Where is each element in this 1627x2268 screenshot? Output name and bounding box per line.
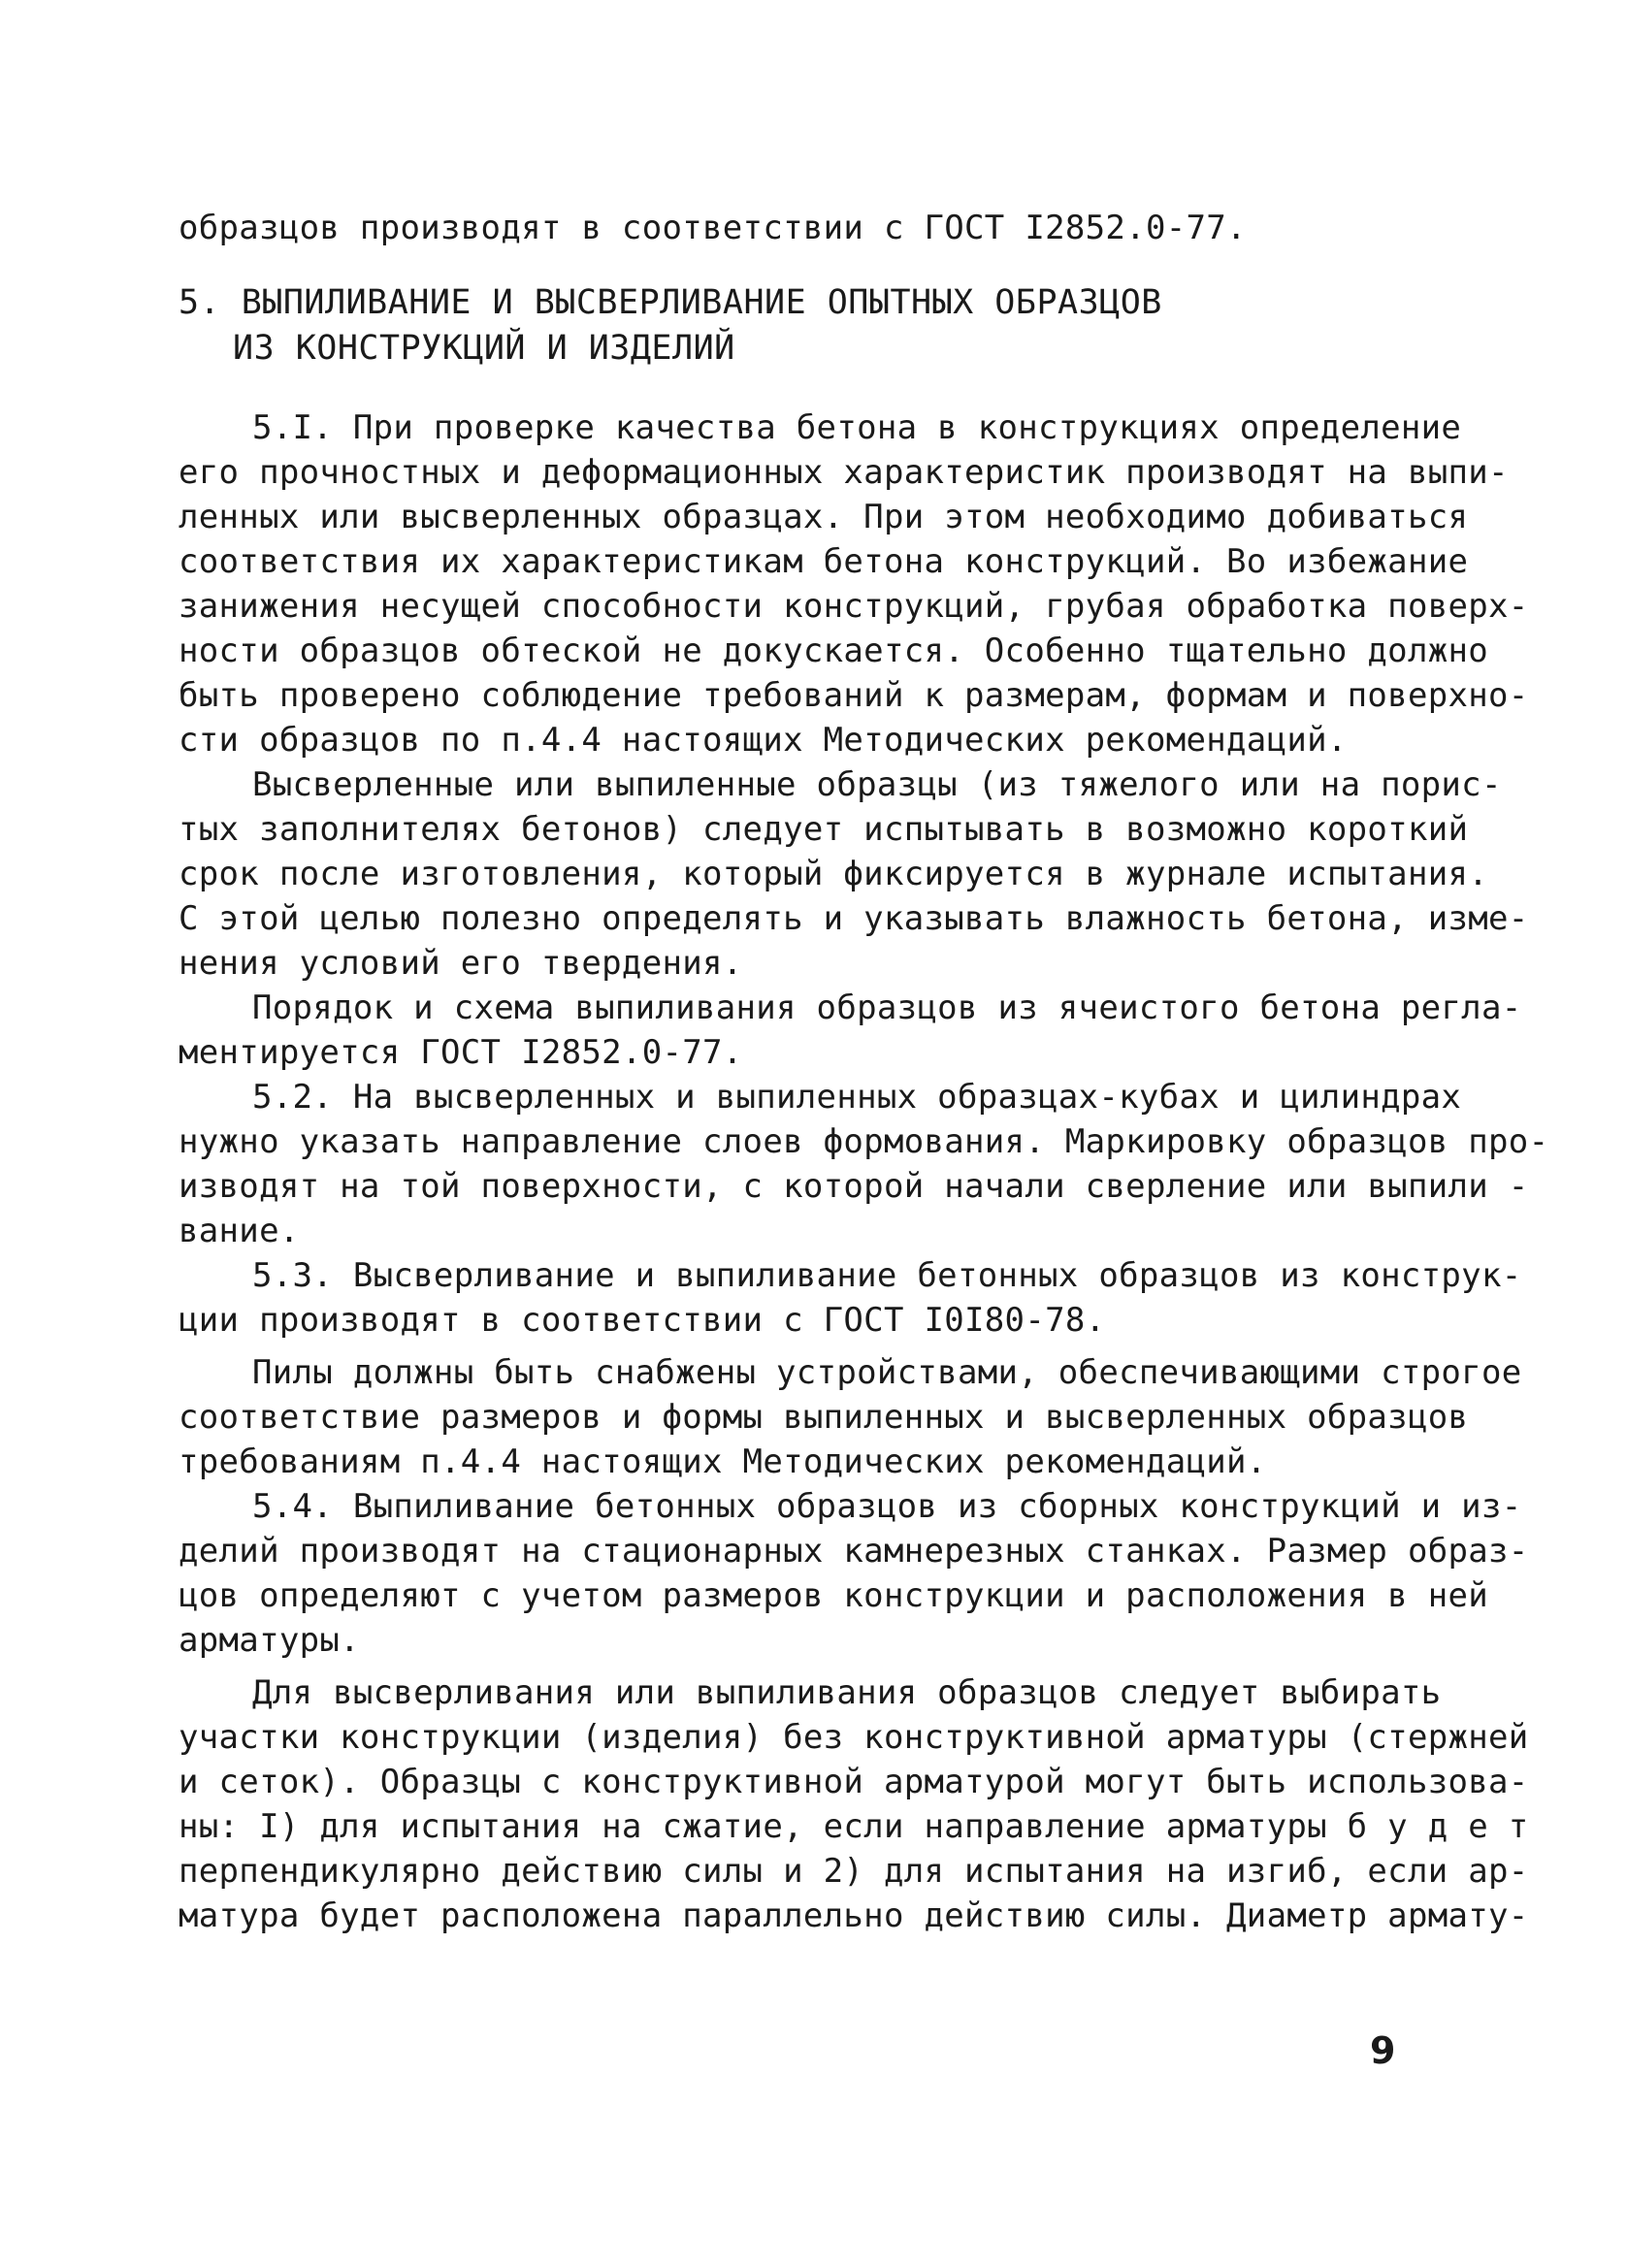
paragraph-drilled-samples-line: срок после изготовления, который фиксируется в журнале испытания.: [179, 855, 1489, 893]
paragraph-5-1-line: 5.I. При проверке качества бетона в конструкциях определение: [252, 408, 1462, 447]
paragraph-saws-line: требованиям п.4.4 настоящих Методических рекомендаций.: [179, 1442, 1267, 1481]
paragraph-drilled-samples-line: тых заполнителях бетонов) следует испытывать в возможно короткий: [179, 810, 1469, 849]
paragraph-cellular-concrete-line: Порядок и схема выпиливания образцов из ячеистого бетона регла-: [252, 988, 1522, 1027]
page-number: 9: [1370, 2029, 1396, 2072]
paragraph-5-1-line: ленных или высверленных образцах. При этом необходимо добиваться: [179, 498, 1469, 536]
paragraph-5-3-line: ции производят в соответствии с ГОСТ I0I80-78.: [179, 1301, 1106, 1340]
paragraph-5-4-line: делий производят на стационарных камнерезных станках. Размер образ-: [179, 1532, 1529, 1571]
section-heading-line-1: 5. ВЫПИЛИВАНИЕ И ВЫСВЕРЛИВАНИЕ ОПЫТНЫХ ОБРАЗЦОВ: [179, 283, 1162, 322]
paragraph-5-1-line: его прочностных и деформационных характеристик производят на выпи-: [179, 453, 1509, 492]
paragraph-drilled-samples-line: нения условий его твердения.: [179, 944, 743, 983]
paragraph-drilled-samples-line: Высверленные или выпиленные образцы (из тяжелого или на порис-: [252, 765, 1502, 804]
paragraph-reinforcement-line: ны: I) для испытания на сжатие, если направление арматуры б у д е т: [179, 1807, 1529, 1846]
text-line-carryover: образцов производят в соответствии с ГОСТ I2852.0-77.: [179, 209, 1247, 247]
paragraph-5-4-line: 5.4. Выпиливание бетонных образцов из сборных конструкций и из-: [252, 1487, 1522, 1526]
paragraph-5-1-line: соответствия их характеристикам бетона конструкций. Во избежание: [179, 542, 1469, 581]
paragraph-cellular-concrete-line: ментируется ГОСТ I2852.0-77.: [179, 1033, 743, 1072]
paragraph-5-1-line: ности образцов обтеской не докускается. Особенно тщательно должно: [179, 632, 1489, 670]
paragraph-5-2-line: вание.: [179, 1212, 300, 1250]
paragraph-5-4-line: цов определяют с учетом размеров конструкции и расположения в ней: [179, 1576, 1489, 1615]
paragraph-5-1-line: сти образцов по п.4.4 настоящих Методических рекомендаций.: [179, 721, 1348, 760]
section-heading-line-2: ИЗ КОНСТРУКЦИЙ И ИЗДЕЛИЙ: [233, 329, 735, 368]
paragraph-reinforcement-line: и сеток). Образцы с конструктивной арматурой могут быть использова-: [179, 1763, 1529, 1801]
paragraph-reinforcement-line: матура будет расположена параллельно действию силы. Диаметр армату-: [179, 1896, 1529, 1935]
paragraph-5-3-line: 5.3. Высверливание и выпиливание бетонных образцов из конструк-: [252, 1256, 1522, 1295]
paragraph-5-2-line: 5.2. На высверленных и выпиленных образцах-кубах и цилиндрах: [252, 1078, 1462, 1117]
paragraph-reinforcement-line: Для высверливания или выпиливания образцов следует выбирать: [252, 1673, 1442, 1712]
paragraph-5-1-line: занижения несущей способности конструкций, грубая обработка поверх-: [179, 587, 1529, 626]
paragraph-saws-line: соответствие размеров и формы выпиленных и высверленных образцов: [179, 1398, 1469, 1437]
paragraph-reinforcement-line: участки конструкции (изделия) без конструктивной арматуры (стержней: [179, 1718, 1529, 1757]
paragraph-saws-line: Пилы должны быть снабжены устройствами, обеспечивающими строгое: [252, 1353, 1522, 1392]
paragraph-5-2-line: изводят на той поверхности, с которой начали сверление или выпили -: [179, 1167, 1529, 1206]
paragraph-5-2-line: нужно указать направление слоев формования. Маркировку образцов про-: [179, 1122, 1549, 1161]
paragraph-reinforcement-line: перпендикулярно действию силы и 2) для испытания на изгиб, если ар-: [179, 1852, 1529, 1891]
paragraph-drilled-samples-line: С этой целью полезно определять и указывать влажность бетона, изме-: [179, 899, 1529, 938]
paragraph-5-4-line: арматуры.: [179, 1621, 360, 1660]
paragraph-5-1-line: быть проверено соблюдение требований к размерам, формам и поверхно-: [179, 676, 1529, 715]
